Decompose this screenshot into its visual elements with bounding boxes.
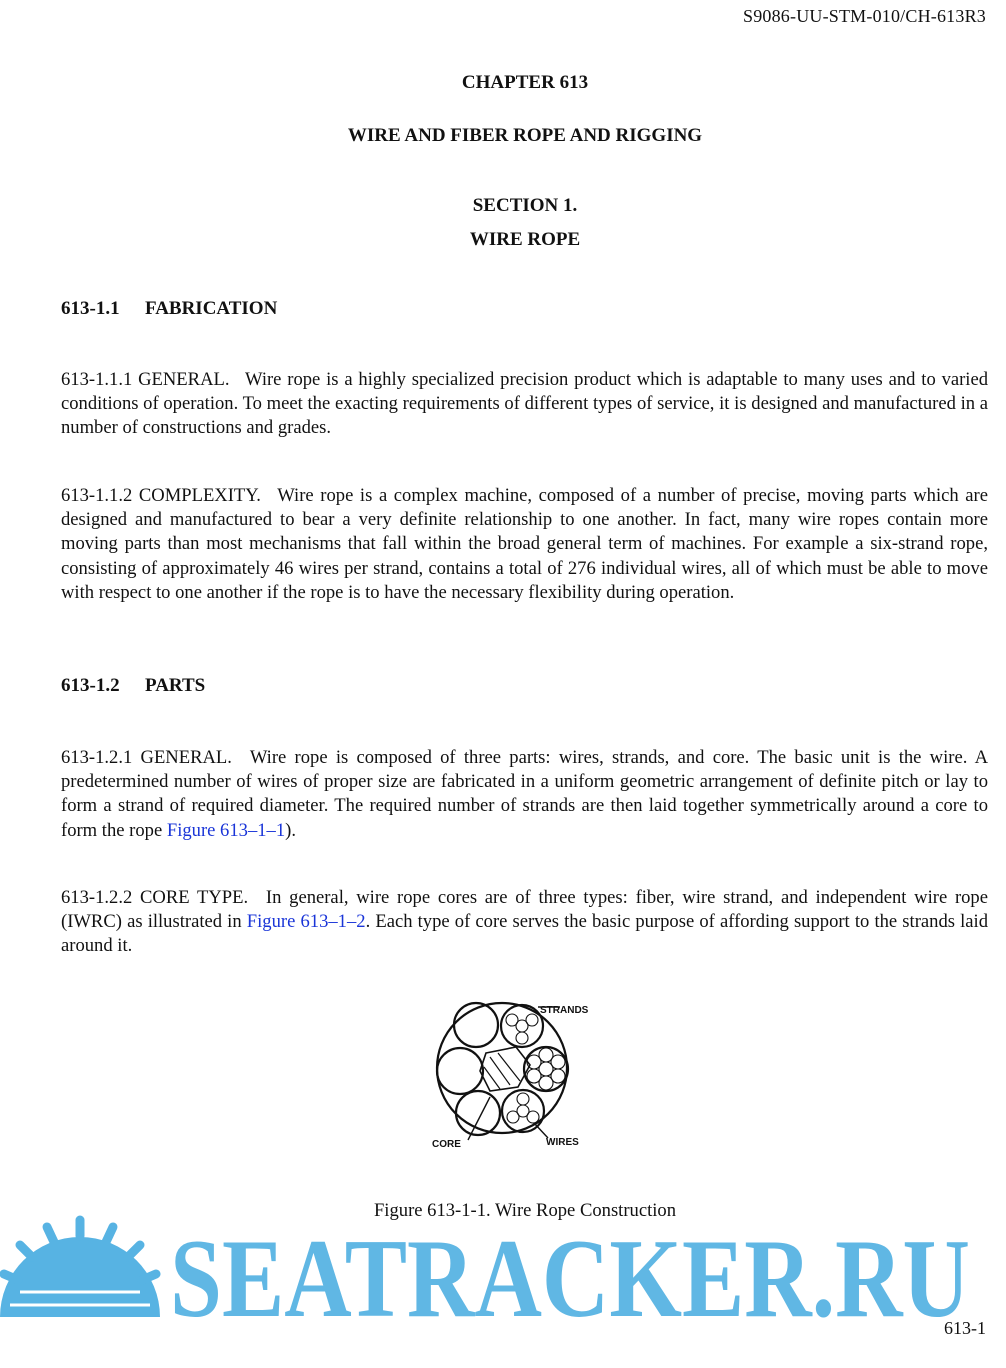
section-title: WIRE ROPE (469, 229, 581, 250)
document-id: S9086-UU-STM-010/CH-613R3 (742, 6, 986, 26)
core (480, 1047, 530, 1091)
heading-fabrication (61, 298, 277, 320)
paragraph-text: In general, wire rope cores are of three types: fiber, wire strand, and independent wire rope (IWRC) as illustrated in (61, 887, 988, 933)
heading-text: PARTS (145, 675, 206, 696)
paragraph-text-after: . Each type of core serves the basic purpose of affording support to the strands laid around it. (61, 911, 989, 957)
paragraph-general-parts (61, 746, 988, 843)
paragraph-lead: 613-1.1.1 GENERAL. (61, 369, 230, 390)
watermark-text: SEATRACKER.RU (170, 1217, 970, 1322)
section-label: SECTION 1. (472, 195, 578, 216)
wires-leader (534, 1123, 548, 1138)
paragraph-text: Wire rope is a complex machine, composed of a number of precise, moving parts which are designed and manufactured to bear a very definite relationship to one another. In fact, many wire ropes contain more moving parts than most mechanisms that fall within the broad general term of machines. For example a six-strand rope, consisting of approximately 46 wires per strand, contains a total of 276 individual wires, all of which must be able to move with respect to one another if the rope is to have the necessary flexibility during operation. (61, 485, 989, 603)
heading-number: 613-1.2 (61, 675, 120, 696)
label-wires: WIRES (546, 1137, 579, 1148)
paragraph-tail: ). (285, 819, 296, 841)
paragraph-text: Wire rope is composed of three parts: wires, strands, and core. The basic unit is the wire. A predetermined number of wires of proper size are fabricated in a uniform geometric arrangement of definite pitch or lay to form a strand of required diameter. The required number of strands are then laid together symmetrically around a core to form the rope (61, 747, 989, 841)
paragraph-lead: 613-1.2.1 GENERAL. (61, 747, 232, 768)
paragraph-lead: 613-1.1.2 COMPLEXITY. (61, 485, 261, 506)
paragraph-general-fabrication (61, 368, 988, 441)
heading-number: 613-1.1 (61, 298, 120, 319)
strand-right (524, 1047, 568, 1091)
figure-caption: Figure 613-1-1. Wire Rope Construction (373, 1200, 677, 1221)
strand-top-right (501, 1005, 543, 1047)
page-number: 613-1 (944, 1318, 986, 1338)
sun-logo-icon (0, 1220, 160, 1317)
heading-parts (61, 675, 205, 697)
label-strands: STRANDS (540, 1005, 589, 1016)
strand-bottom-right (502, 1090, 544, 1132)
heading-text: FABRICATION (145, 298, 278, 319)
label-core: CORE (432, 1139, 461, 1150)
core-hatching (484, 1053, 520, 1089)
chapter-number: CHAPTER 613 (461, 72, 589, 93)
wire-rope-construction-figure (420, 995, 620, 1155)
figure-link-613-1-2[interactable]: Figure 613–1–2 (246, 911, 366, 933)
paragraph-complexity (61, 484, 988, 605)
paragraph-lead: 613-1.2.2 CORE TYPE. (61, 887, 249, 908)
chapter-title: WIRE AND FIBER ROPE AND RIGGING (347, 125, 703, 146)
strand-left (437, 1048, 483, 1094)
figure-link-613-1-1[interactable]: Figure 613–1–1 (166, 819, 286, 841)
paragraph-core-type (61, 886, 988, 959)
paragraph-text: Wire rope is a highly specialized precision product which is adaptable to many uses and to varied conditions of operation. To meet the exacting requirements of different types of service, it is designed and manufactured in a number of constructions and grades. (61, 369, 989, 439)
watermark (0, 1212, 1006, 1322)
